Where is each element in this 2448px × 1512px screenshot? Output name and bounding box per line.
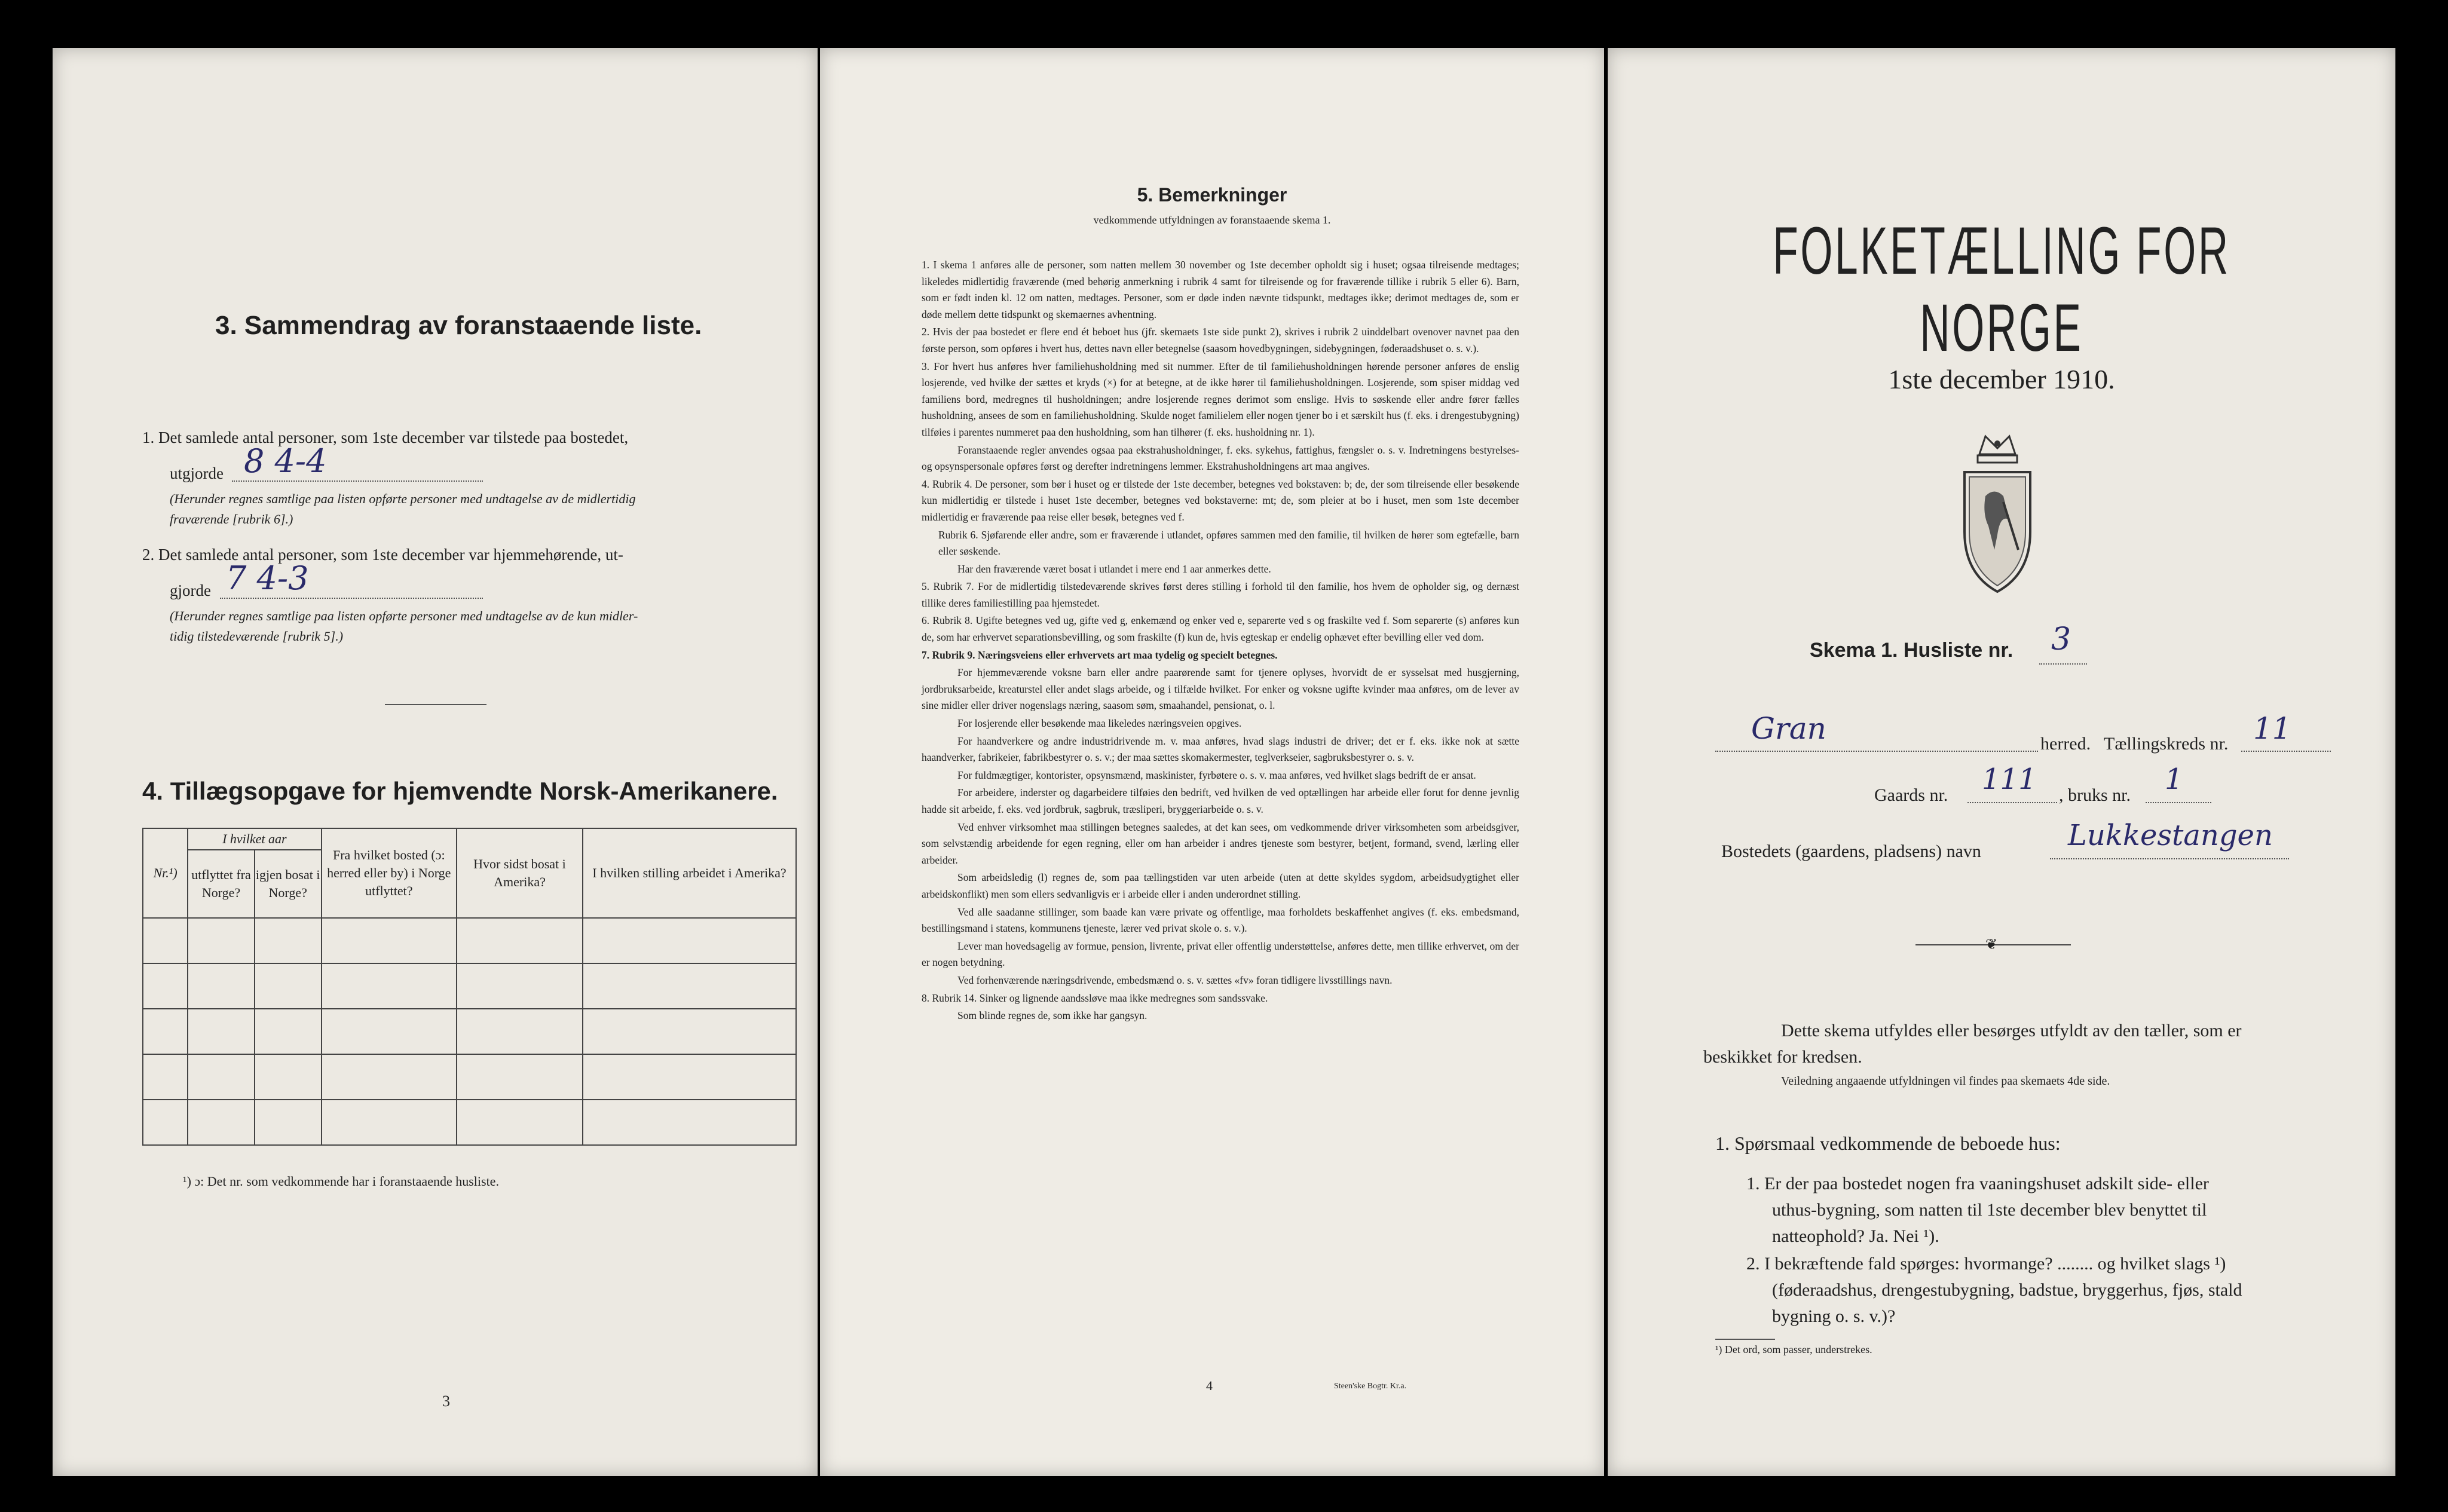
remark-3: 3. For hvert hus anføres hver familiehusholdning med sit nummer. Efter de til familiehusholdningen hørende personer anføres de enslig losjerende, ved hvilke der sættes et kryds (×) for at betegne, at de ikke hører til familiehusholdningen. Losjerende, som spiser middag ved familiens bord, medregnes til husholdningen; andre losjerende regnes derimot som enslige. Hvis to søskende eller andre fører fælles husholdning, ansees de som en familiehusholdning. Skulde noget familielem eller nogen tjener bo i et særskilt hus (f. eks. i drengestubygning) tilføies i parentes nummeret paa den husholdning, som han tilhører (f. eks. husholdning nr. 1). (922, 360, 1519, 438)
bruks-label: , bruks nr. (2059, 785, 2131, 805)
bosted-value: Lukkestangen (2068, 819, 2273, 852)
bruks-value: 1 (2165, 763, 2183, 796)
remark-6: 6. Rubrik 8. Ugifte betegnes ved ug, gifte ved g, enkemænd og enker ved e, separerte ved s og fraskilte ved f. Som separerte (s) anføres kun de, som har erhvervet separationsbevilling, og som fraskilte (f) kun de, hvis egteskap er endelig ophævet efter bevilling eller ved dom. (922, 614, 1519, 644)
intro-line-2: beskikket for kredsen. (1703, 1047, 1862, 1067)
bruks-line (2146, 802, 2211, 803)
col-hvor-sidst: Hvor sidst bosat i Amerika? (457, 828, 583, 918)
gaards-label: Gaards nr. (1874, 785, 1948, 805)
remark-7b: For losjerende eller besøkende maa likeledes næringsveien opgives. (957, 717, 1242, 730)
col-igjen: igjen bosat i Norge? (255, 850, 322, 918)
bosted-label: Bostedets (gaardens, pladsens) navn (1721, 841, 1981, 861)
remark-7a: For hjemmeværende voksne barn eller andre paarørende samt for tjenere oplyses, hvorvidt de er sysselsat med husgjerning, jordbruksarbeide, kreaturstel eller andet slags arbeide, og i tilfælde hvilket. For enker og voksne ugifte kvinder maa anføres, om de lever av sine midler eller driver nogenslags næring, saasom søm, smaahandel, pensionat, o. l. (922, 666, 1519, 712)
table-row (143, 1100, 796, 1145)
herred-label: herred. (2040, 734, 2091, 754)
section4-title: 4. Tillægsopgave for hjemvendte Norsk-Amerikanere. (142, 777, 778, 805)
remark-7e: For arbeidere, inderster og dagarbeidere tilføies den bedrift, ved hvilken de ved optællingen har arbeide eller forut for denne jevnlig hadde sit arbeide, f. eks. ved jordbruk, sagbruk, træsliperi, bryggeriarbeide o. s. v. (922, 786, 1519, 815)
remark-4c: Har den fraværende været bosat i utlandet i mere end 1 aar anmerkes dette. (957, 562, 1271, 575)
item2-note-2: tidig tilstedeværende [rubrik 5].) (170, 629, 344, 644)
item1-label: utgjorde (170, 464, 224, 482)
table-row (143, 918, 796, 963)
col-utflyttet: utflyttet fra Norge? (188, 850, 255, 918)
col-nr: Nr.¹) (143, 828, 188, 918)
footnote-rule (1715, 1339, 1775, 1340)
gaards-value: 111 (1982, 763, 2037, 796)
item1-text: 1. Det samlede antal personer, som 1ste december var tilstede paa bostedet, (142, 428, 629, 446)
q1-line-1: 1. Er der paa bostedet nogen fra vaaningshuset adskilt side- eller (1746, 1174, 2209, 1193)
coat-of-arms-icon (1953, 430, 2042, 598)
husliste-nr-line (2039, 663, 2087, 665)
page-number-3: 3 (442, 1392, 450, 1410)
form-date: 1ste december 1910. (1888, 364, 2115, 394)
intro-line-1: Dette skema utfyldes eller besørges utfyldt av den tæller, som er (1781, 1021, 2242, 1040)
printer-mark: Steen'ske Bogtr. Kr.a. (1334, 1382, 1407, 1391)
left-page (53, 48, 818, 1476)
middle-page (820, 48, 1604, 1476)
item1-handwritten-value: 8 4-4 (244, 442, 327, 480)
table-row (143, 963, 796, 1009)
q2-line-3: bygning o. s. v.)? (1772, 1306, 1896, 1326)
form-footnote: ¹) Det ord, som passer, understrekes. (1715, 1343, 1872, 1355)
remark-7: 7. Rubrik 9. Næringsveiens eller erhvervets art maa tydelig og specielt betegnes. (922, 648, 1278, 661)
remark-7g: Som arbeidsledig (l) regnes de, som paa tællingstiden var uten arbeide (uten at dette skyldes sygdom, arbeidsudygtighet eller arbeidskonflikt) men som ellers sedvanligvis er i arbeide eller i anden underordnet stilling. (922, 871, 1519, 900)
col-fra-hvilket: Fra hvilket bosted (ɔ: herred eller by) i Norge utflyttet? (322, 828, 457, 918)
q2-line-2: (føderaadshus, drengestubygning, badstue, bryggerhus, fjøs, stald (1772, 1280, 2242, 1300)
gaards-line (1967, 802, 2057, 803)
schema-label: Skema 1. Husliste nr. (1810, 639, 2014, 662)
col-stilling: I hvilken stilling arbeidet i Amerika? (583, 828, 796, 918)
remark-7f: Ved enhver virksomhet maa stillingen betegnes saaledes, at det kan sees, om vedkommende driver virksomheten som arbeidsgiver, som selvstændig arbeidende for egen regning, eller om han arbeider i andres tjeneste som bestyrer, betjent, formand, svend, lærling eller arbeider. (922, 821, 1519, 866)
section3-title: 3. Sammendrag av foranstaaende liste. (215, 311, 702, 340)
page-number-4: 4 (1206, 1378, 1213, 1393)
table-row (143, 1009, 796, 1054)
q1-line-3: natteophold? Ja. Nei ¹). (1772, 1226, 1939, 1246)
kreds-label: Tællingskreds nr. (2104, 734, 2229, 754)
remarks-list (922, 257, 1519, 1026)
husliste-nr-value: 3 (2051, 622, 2071, 657)
remark-7h: Ved alle saadanne stillinger, som baade kan være private og offentlige, maa forholdets beskaffenhet angives (f. eks. embedsmand, bestillingsmand i statens, kommunens tjeneste, lærer ved privat skole o. s. v.). (922, 905, 1519, 935)
guide-text: Veiledning angaaende utfyldningen vil findes paa skemaets 4de side. (1781, 1075, 2110, 1088)
remark-7j: Ved forhenværende næringsdrivende, embedsmænd o. s. v. sættes «fv» foran tidligere livsstillings navn. (957, 974, 1393, 986)
remarks-subtitle: vedkommende utfyldningen av foranstaaende skema 1. (1093, 214, 1331, 226)
remark-7d: For fuldmægtiger, kontorister, opsynsmænd, maskinister, fyrbøtere o. s. v. maa anføres, ved hvilket slags bedrift de er ansat. (957, 769, 1476, 781)
item2-handwritten-value: 7 4-3 (226, 559, 309, 597)
norsk-amerikanere-table (142, 828, 797, 1146)
form-title: FOLKETÆLLING FOR NORGE (1773, 213, 2230, 365)
kreds-line (2241, 751, 2331, 752)
divider (385, 704, 486, 705)
remark-8b: Som blinde regnes de, som ikke har gangsyn. (957, 1009, 1148, 1022)
remark-4b: Rubrik 6. Sjøfarende eller andre, som er fraværende i utlandet, opføres sammen med den familie, til hvilken de hører som egtefælle, barn eller søskende. (938, 528, 1519, 558)
q1-line-2: uthus-bygning, som natten til 1ste december blev benyttet til (1772, 1200, 2207, 1220)
questions-heading: 1. Spørsmaal vedkommende de beboede hus: (1715, 1133, 2061, 1154)
q2-line-1: 2. I bekræftende fald spørges: hvormange? ........ og hvilket slags ¹) (1746, 1254, 2226, 1274)
kreds-value: 11 (2253, 711, 2291, 746)
col-group-aar: I hvilket aar (188, 828, 321, 850)
item1-note-1: (Herunder regnes samtlige paa listen opførte personer med undtagelse av de midlertidig (170, 491, 636, 506)
remark-8: 8. Rubrik 14. Sinker og lignende aandssløve maa ikke medregnes som sandssvake. (922, 991, 1268, 1004)
remarks-title: 5. Bemerkninger (1137, 184, 1287, 206)
remark-5: 5. Rubrik 7. For de midlertidig tilstedeværende skrives først deres stilling i forhold til den familie, hos hvem de opholder sig, og dernæst tillike deres familiestilling paa hjemstedet. (922, 580, 1519, 609)
remark-7c: For haandverkere og andre industridrivende m. v. maa anføres, hvad slags industri de driver; det er f. eks. ikke nok at sætte haandverker, fabrikeier, fabrikbestyrer o. s. v.; der maa sættes skomakermester, teglverkseier, sagbruksbestyrer o. s. v. (922, 734, 1519, 764)
item1-fill-line (232, 480, 483, 482)
remark-4: 4. Rubrik 4. De personer, som bør i huset og er tilstede der 1ste december, betegnes ved bokstaven: b; de, der som tilreisende eller besøkende kun midlertidig er tilstede i huset 1ste december, betegnes ved bokstaverne: mt; de, som pleier at bo i huset, men som 1ste december midlertidig er fraværende paa reise eller besøk, betegnes ved f. (922, 478, 1519, 523)
item2-label: gjorde (170, 581, 211, 599)
table-footnote: ¹) ɔ: Det nr. som vedkommende har i foranstaaende husliste. (183, 1174, 499, 1189)
item1-note-2: fraværende [rubrik 6].) (170, 512, 293, 527)
item2-fill-line (220, 598, 483, 599)
right-page (1608, 48, 2395, 1476)
remark-7i: Lever man hovedsagelig av formue, pension, livrente, privat eller offentlig understøttelse, anføres dette, men tillike erhvervet, om der er nogen betydning. (922, 939, 1519, 969)
ornament-icon: ❦ (1985, 937, 1998, 953)
remark-3b: Foranstaaende regler anvendes ogsaa paa ekstrahusholdninger, f. eks. sykehus, fattighus, fængsler o. s. v. Indretningens bestyrelses- og opsynspersonale opføres først og derefter indretningens lemmer. Ekstrahusholdningens art maa angives. (922, 443, 1519, 473)
remark-1: 1. I skema 1 anføres alle de personer, som natten mellem 30 november og 1ste december opholdt sig i huset; ogsaa tilreisende medtages; likeledes midlertidig fraværende (med behørig anmerkning i rubrik 4 samt for tilreisende og for fraværende tillike i rubrik 5 eller 6). Barn, som er født inden kl. 12 om natten, medtages. Personer, som er døde inden nævnte tidspunkt, medtages ikke; derimot medtages de, som er døde mellem dette tidspunkt og skemaernes avhentning. (922, 259, 1519, 320)
herred-line (1715, 751, 2038, 752)
bosted-line (2050, 858, 2289, 859)
table-row (143, 1054, 796, 1100)
item2-note-1: (Herunder regnes samtlige paa listen opførte personer med undtagelse av de kun midler- (170, 608, 638, 623)
remark-2: 2. Hvis der paa bostedet er flere end ét beboet hus (jfr. skemaets 1ste side punkt 2), skrives i rubrik 2 uinddelbart ovenover navnet paa den første person, som opføres i hvert hus, dettes navn eller betegnelse (saasom hovedbygningen, sidebygningen, føderaadshuset o. s. v.). (922, 326, 1519, 354)
herred-value: Gran (1751, 711, 1826, 746)
item2-text: 2. Det samlede antal personer, som 1ste december var hjemmehørende, ut- (142, 546, 623, 564)
